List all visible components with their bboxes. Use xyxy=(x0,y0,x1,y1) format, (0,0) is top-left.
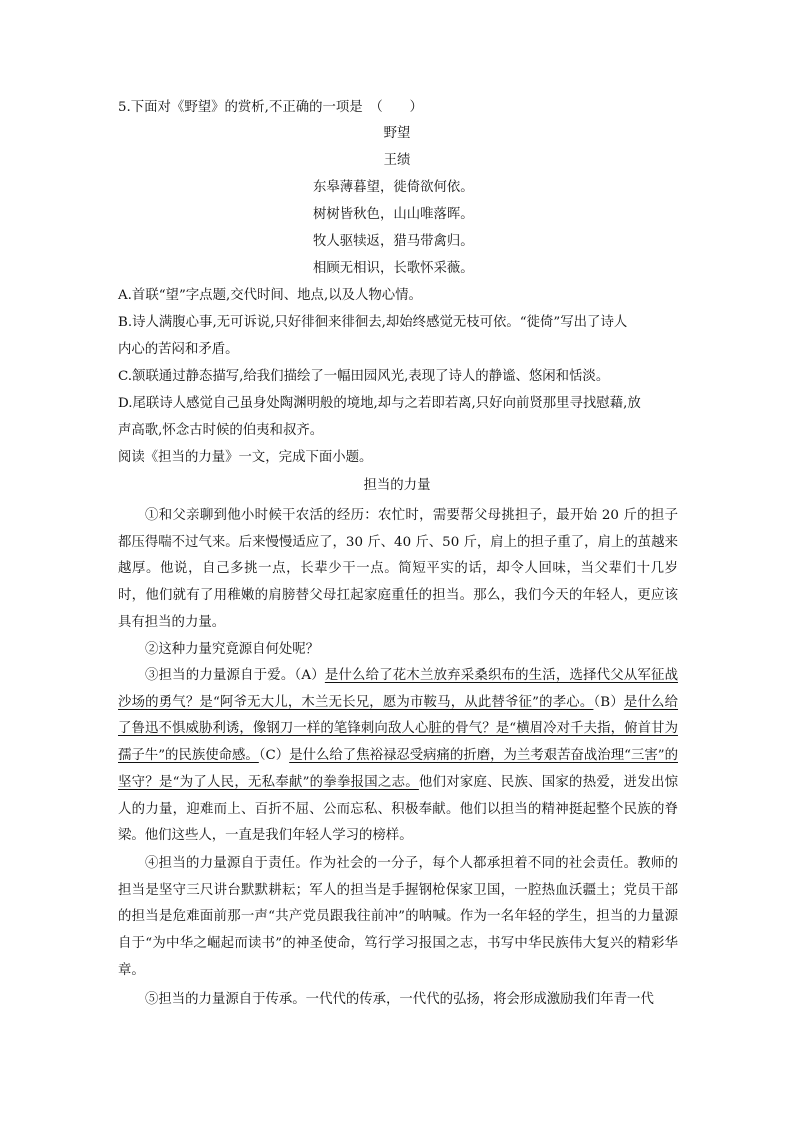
option-c: C.颔联通过静态描写,给我们描绘了一幅田园风光,表现了诗人的静谧、悠闲和恬淡。 xyxy=(118,369,610,384)
option-a: A.首联“望”字点题,交代时间、地点,以及人物心情。 xyxy=(118,288,422,303)
underlined-sentence-c: 是什么给了焦裕禄忍受病痛的折磨，为兰考艰苦奋战治理“三害”的坚守？是“为了人民，无私奉献”的拳拳报国之志。 xyxy=(118,748,678,790)
mark-a: （A） xyxy=(294,668,325,683)
underlined-sentence-a: 是什么给了花木兰放弃采桑织布的生活，选择代父从军征战沙场的勇气？是“阿爷无大儿，木兰无长兄，愿为市鞍马，从此替爷征”的孝心。 xyxy=(118,668,679,710)
poem-author: 王绩 xyxy=(383,153,411,168)
article-title: 担当的力量 xyxy=(363,478,431,493)
paragraph-5: ⑤担当的力量源自于传承。一代代的传承，一代代的弘扬，将会形成激励我们年青一代 xyxy=(145,992,654,1007)
paragraph-4: ④担当的力量源自于责任。作为社会的一分子，每个人都承担着不同的社会责任。教师的担当是坚守三尺讲台默默耕耘；军人的担当是手握钢枪保家卫国，一腔热血沃疆土；党员干部的担当是危难面前那一声“共产党员跟我往前冲”的呐喊。作为一名年轻的学生，担当的力量源自于“为中华之崛起而读书”的神圣使命，笃行学习报国之志，书写中华民族伟大复兴的精彩华章。 xyxy=(118,856,678,978)
poem-line-2: 树树皆秋色，山山唯落晖。 xyxy=(313,207,474,222)
paragraph-3-tail: 他们对家庭、民族、国家的热爱，迸发出惊人的力量，迎难而上、百折不屈、公而忘私、积极奉献。他们以担当的精神挺起整个民族的脊梁。他们这些人，一直是我们年轻人学习的榜样。 xyxy=(118,774,678,844)
underlined-sentence-b: 是什么给了鲁迅不惧威胁利诱，像钢刀一样的笔锋刺向敌人心脏的骨气？是“横眉冷对千夫指，俯首甘为孺子牛”的民族使命感。 xyxy=(118,694,679,764)
paragraph-3-lead: ③担当的力量源自于爱。 xyxy=(145,668,295,683)
paragraph-1: ①和父亲聊到他小时候干农活的经历：农忙时，需要帮父母挑担子，最开始 20 斤的担子都压得喘不过气来。后来慢慢适应了，30 斤、40 斤、50 斤，肩上的担子重了，肩上的茧越来越厚。他说，自己多挑一点，长辈少干一点。简短平实的话，却令人回味，当父辈们十几岁时，他们就有了用稚嫩的肩膀替父母扛起家庭重任的担当。那么，我们今天的年轻人，更应该具有担当的力量。 xyxy=(118,508,678,630)
poem-line-4: 相顾无相识，长歌怀采薇。 xyxy=(313,261,474,276)
poem-line-1: 东皋薄暮望，徙倚欲何依。 xyxy=(313,180,474,195)
poem-title: 野望 xyxy=(383,126,411,141)
option-b: B.诗人满腹心事,无可诉说,只好徘徊来徘徊去,却始终感觉无枝可依。“徙倚”写出了诗人 xyxy=(118,315,628,330)
option-b-continued: 内心的苦闷和矛盾。 xyxy=(118,342,239,357)
mark-b: （B） xyxy=(593,694,624,710)
mark-c: （C） xyxy=(258,748,290,764)
option-d: D.尾联诗人感觉自己虽身处陶渊明般的境地,却与之若即若离,只好向前贤那里寻找慰藉,放 xyxy=(118,396,641,411)
paragraph-3 xyxy=(118,663,678,850)
paragraph-2: ②这种力量究竟源自何处呢？ xyxy=(145,642,320,657)
poem-line-3: 牧人驱犊返，猎马带禽归。 xyxy=(313,234,474,249)
reading-intro: 阅读《担当的力量》一文，完成下面小题。 xyxy=(118,450,373,465)
option-d-continued: 声高歌,怀念古时候的伯夷和叔齐。 xyxy=(118,423,324,438)
question-5-stem: 5.下面对《野望》的赏析,不正确的一项是 （ ） xyxy=(118,100,423,115)
